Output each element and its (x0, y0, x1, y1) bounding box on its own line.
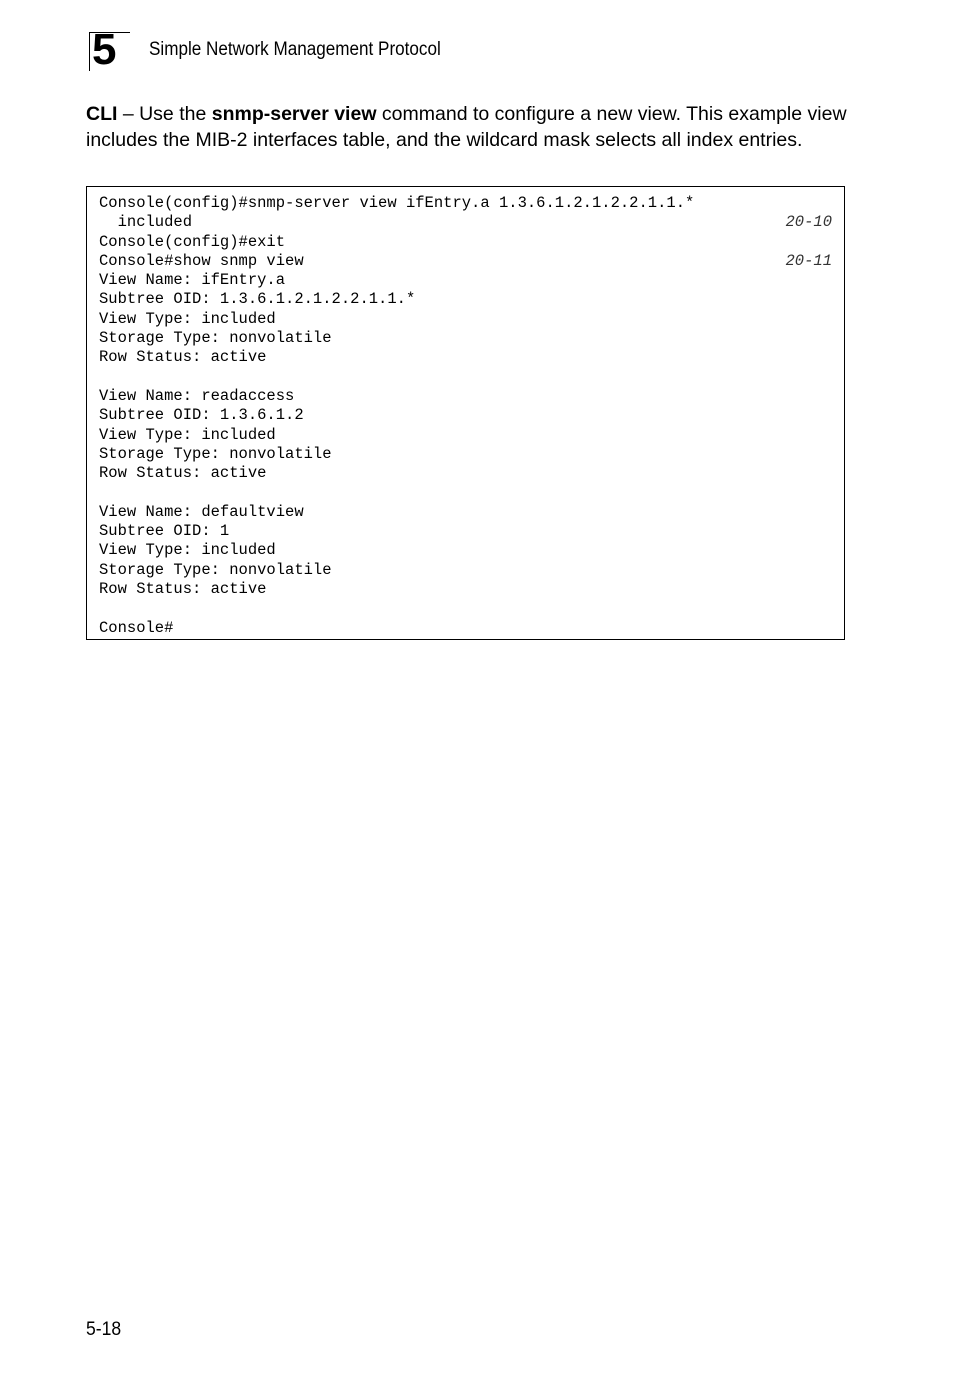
code-line (99, 368, 832, 387)
intro-label: CLI (86, 103, 118, 125)
chapter-number: 5 (92, 25, 116, 74)
cli-code-lines (99, 194, 832, 638)
code-line (99, 599, 832, 618)
running-header-title: Simple Network Management Protocol (149, 39, 441, 60)
code-line (99, 310, 832, 329)
code-line (99, 406, 832, 425)
intro-rest: command to configure a new view. This example view includes the MIB-2 interfaces table, and the wildcard mask selects all index entries. (86, 103, 847, 151)
code-line (99, 522, 832, 541)
code-line-text: Console# (99, 618, 174, 637)
code-line-text: Subtree OID: 1.3.6.1.2 (99, 406, 304, 425)
code-line (99, 329, 832, 348)
code-line-text: Console#show snmp view (99, 251, 304, 270)
code-line (99, 194, 832, 213)
cli-example-box (86, 186, 845, 640)
code-line-text: Row Status: active (99, 464, 267, 483)
code-line (99, 252, 832, 271)
intro-paragraph (86, 102, 856, 153)
code-line (99, 619, 832, 638)
command-reference: 20-11 (785, 251, 832, 270)
code-line-text: Storage Type: nonvolatile (99, 560, 332, 579)
code-line (99, 348, 832, 367)
code-line (99, 464, 832, 483)
code-line (99, 213, 832, 232)
code-line-text: View Type: included (99, 309, 276, 328)
code-line-text: View Type: included (99, 541, 276, 560)
code-line-text: Row Status: active (99, 579, 267, 598)
intro-dash-text: – Use the (117, 103, 212, 125)
code-line-text: Console(config)#snmp-server view ifEntry.a 1.3.6.1.2.1.2.2.1.1.* (99, 194, 695, 212)
code-line-text: Storage Type: nonvolatile (99, 329, 332, 348)
code-line (99, 483, 832, 502)
chapter-marker (89, 25, 130, 74)
page-number: 5-18 (86, 1318, 122, 1340)
code-line-text: Console(config)#exit (99, 232, 286, 251)
code-line (99, 580, 832, 599)
code-line-text: View Name: ifEntry.a (99, 271, 286, 290)
code-line-text: Row Status: active (99, 348, 267, 367)
code-line-text: View Name: defaultview (99, 502, 304, 521)
code-line-text: View Name: readaccess (99, 386, 295, 405)
code-line (99, 233, 832, 252)
command-reference: 20-10 (785, 213, 832, 232)
code-line (99, 503, 832, 522)
code-line (99, 271, 832, 290)
code-line-text: Subtree OID: 1.3.6.1.2.1.2.2.1.1.* (99, 290, 416, 309)
code-line (99, 290, 832, 309)
code-line (99, 541, 832, 560)
intro-command: snmp-server view (211, 103, 377, 125)
code-line-text: Subtree OID: 1 (99, 522, 230, 541)
code-line (99, 426, 832, 445)
code-line (99, 445, 832, 464)
code-line (99, 561, 832, 580)
code-line-text: View Type: included (99, 425, 276, 444)
code-line-text: Storage Type: nonvolatile (99, 444, 332, 463)
code-line-text: included (99, 213, 193, 232)
code-line (99, 387, 832, 406)
